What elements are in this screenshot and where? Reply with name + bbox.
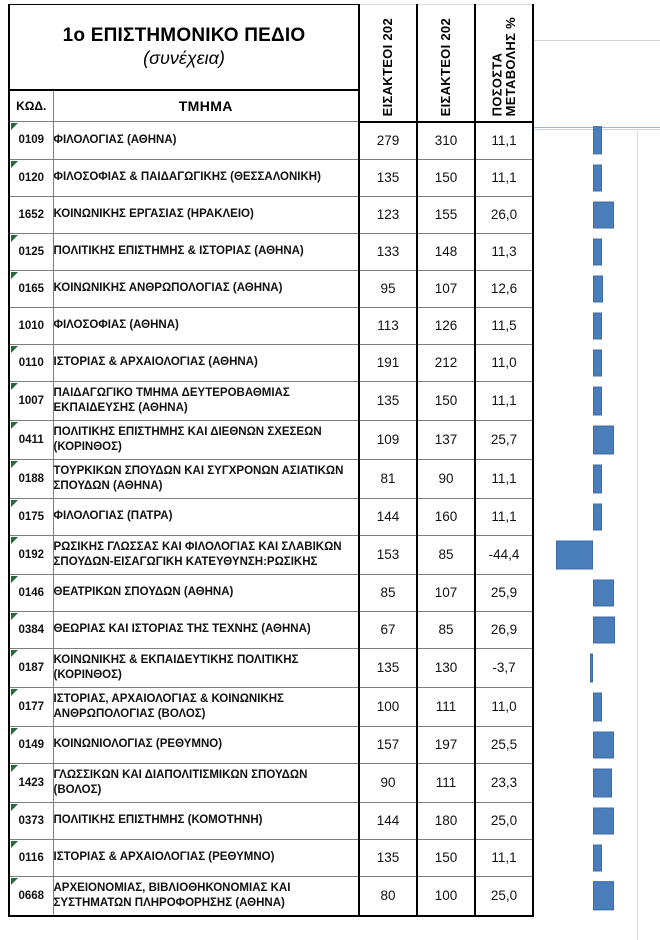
cell-percent-change[interactable]: 25,5 [475, 726, 533, 763]
chart-bar-row [532, 535, 660, 574]
cell-year2-value[interactable]: 150 [417, 839, 475, 876]
error-flag-icon [11, 613, 18, 620]
cell-percent-change[interactable]: 11,5 [475, 307, 533, 344]
cell-year1-value[interactable]: 81 [359, 459, 417, 498]
cell-year2-value[interactable]: 111 [417, 763, 475, 802]
table-row[interactable] [9, 687, 533, 726]
cell-year2-value[interactable]: 85 [417, 611, 475, 648]
cell-code[interactable] [9, 802, 53, 839]
cell-year1-value[interactable]: 135 [359, 381, 417, 420]
cell-code[interactable] [9, 763, 53, 802]
column-header-percent-change-label: ΠΟΣΟΣΤΑ ΜΕΤΑΒΟΛΗΣ % [489, 17, 518, 117]
column-header-year2 [417, 5, 475, 122]
chart-bar[interactable] [593, 881, 614, 911]
cell-department[interactable]: ΠΟΛΙΤΙΚΗΣ ΕΠΙΣΤΗΜΗΣ & ΙΣΤΟΡΙΑΣ (ΑΘΗΝΑ) [53, 233, 359, 270]
cell-code[interactable] [9, 687, 53, 726]
cell-year1-value[interactable]: 67 [359, 611, 417, 648]
cell-year2-value[interactable]: 212 [417, 344, 475, 381]
cell-department[interactable]: ΚΟΙΝΩΝΙΚΗΣ ΕΡΓΑΣΙΑΣ (ΗΡΑΚΛΕΙΟ) [53, 196, 359, 233]
cell-department[interactable]: ΘΕΑΤΡΙΚΩΝ ΣΠΟΥΔΩΝ (ΑΘΗΝΑ) [53, 574, 359, 611]
error-flag-icon [11, 878, 18, 885]
chart-bar-row [532, 839, 660, 876]
cell-year1-value[interactable]: 123 [359, 196, 417, 233]
chart-bar-row [532, 763, 660, 802]
cell-year1-value[interactable]: 85 [359, 574, 417, 611]
cell-year2-value[interactable]: 137 [417, 420, 475, 459]
chart-bar-series [532, 130, 660, 940]
cell-percent-change[interactable]: 25,0 [475, 802, 533, 839]
cell-percent-change[interactable]: 11,0 [475, 687, 533, 726]
cell-code[interactable] [9, 648, 53, 687]
chart-top-divider [532, 40, 660, 41]
cell-year2-value[interactable]: 111 [417, 687, 475, 726]
cell-code[interactable] [9, 420, 53, 459]
cell-department[interactable]: ΦΙΛΟΛΟΓΙΑΣ (ΠΑΤΡΑ) [53, 498, 359, 535]
table-row[interactable] [9, 876, 533, 916]
cell-percent-change[interactable]: 11,1 [475, 498, 533, 535]
table-row[interactable] [9, 535, 533, 574]
cell-code-label: 1007 [18, 394, 45, 407]
cell-percent-change[interactable]: 11,1 [475, 159, 533, 196]
column-header-year2-label: ΕΙΣΑΚΤΕΟΙ 202 [438, 18, 454, 117]
chart-bar[interactable] [593, 768, 612, 797]
chart-bar-row [532, 726, 660, 763]
cell-percent-change[interactable]: 25,0 [475, 876, 533, 916]
error-flag-icon [11, 346, 18, 353]
cell-percent-change[interactable]: 11,3 [475, 233, 533, 270]
cell-code[interactable] [9, 159, 53, 196]
cell-code-label: 0175 [18, 510, 45, 523]
cell-code-label: 1652 [18, 208, 45, 221]
cell-code-label: 0373 [18, 814, 45, 827]
table-title-row [9, 5, 533, 91]
cell-code-label: 0188 [18, 472, 45, 485]
cell-percent-change[interactable]: -44,4 [475, 535, 533, 574]
chart-bar[interactable] [593, 127, 602, 155]
error-flag-icon [11, 537, 18, 544]
cell-year2-value[interactable]: 180 [417, 802, 475, 839]
cell-code-label: 0411 [18, 433, 44, 446]
chart-bar-row [532, 381, 660, 420]
cell-department[interactable]: ΡΩΣΙΚΗΣ ΓΛΩΣΣΑΣ ΚΑΙ ΦΙΛΟΛΟΓΙΑΣ ΚΑΙ ΣΛΑΒΙΚΩΝ ΣΠΟΥΔΩΝ-ΕΙΣΑΓΩΓΙΚΗ ΚΑΤΕΥΘΥΝΣΗ:ΡΩΣΙΚΗΣ [53, 535, 359, 574]
table-row[interactable] [9, 344, 533, 381]
chart-bar[interactable] [593, 503, 602, 530]
error-flag-icon [11, 841, 18, 848]
cell-year1-value[interactable]: 144 [359, 498, 417, 535]
cell-code[interactable] [9, 535, 53, 574]
cell-department[interactable]: ΠΑΙΔΑΓΩΓΙΚΟ ΤΜΗΜΑ ΔΕΥΤΕΡΟΒΑΘΜΙΑΣ ΕΚΠΑΙΔΕΥΣΗΣ (ΑΘΗΝΑ) [53, 381, 359, 420]
chart-bar-row [532, 344, 660, 381]
cell-year2-value[interactable]: 197 [417, 726, 475, 763]
cell-year2-value[interactable]: 107 [417, 270, 475, 307]
chart-bar[interactable] [593, 349, 602, 376]
error-flag-icon [11, 461, 18, 468]
chart-bar-row [532, 687, 660, 726]
table-row[interactable] [9, 763, 533, 802]
column-header-year1 [359, 5, 417, 122]
chart-bar-row [532, 611, 660, 648]
error-flag-icon [11, 500, 18, 507]
cell-percent-change[interactable]: 26,9 [475, 611, 533, 648]
admissions-table [8, 4, 534, 917]
percent-change-bar-chart [532, 0, 660, 940]
column-header-year1-label: ΕΙΣΑΚΤΕΟΙ 202 [380, 18, 396, 117]
cell-code[interactable] [9, 726, 53, 763]
chart-bar[interactable] [593, 164, 602, 191]
cell-department[interactable]: ΤΟΥΡΚΙΚΩΝ ΣΠΟΥΔΩΝ ΚΑΙ ΣΥΓΧΡΟΝΩΝ ΑΣΙΑΤΙΚΩΝ ΣΠΟΥΔΩΝ (ΑΘΗΝΑ) [53, 459, 359, 498]
cell-department[interactable]: ΙΣΤΟΡΙΑΣ & ΑΡΧΑΙΟΛΟΓΙΑΣ (ΡΕΘΥΜΝΟ) [53, 839, 359, 876]
cell-year1-value[interactable]: 157 [359, 726, 417, 763]
cell-code-label: 0187 [18, 661, 45, 674]
error-flag-icon [11, 272, 18, 279]
cell-code-label: 0192 [18, 548, 45, 561]
cell-year2-value[interactable]: 310 [417, 122, 475, 160]
page-subtitle: (συνέχεια) [143, 47, 225, 68]
chart-bar[interactable] [593, 386, 602, 415]
chart-bar-row [532, 233, 660, 270]
table-row[interactable] [9, 648, 533, 687]
cell-year1-value[interactable]: 279 [359, 122, 417, 160]
error-flag-icon [11, 804, 18, 811]
cell-department[interactable]: ΙΣΤΟΡΙΑΣ & ΑΡΧΑΙΟΛΟΓΙΑΣ (ΑΘΗΝΑ) [53, 344, 359, 381]
table-row[interactable] [9, 233, 533, 270]
column-header-department: ΤΜΗΜΑ [53, 90, 359, 122]
error-flag-icon [11, 123, 18, 130]
table-row[interactable] [9, 159, 533, 196]
chart-bar-row [532, 459, 660, 498]
chart-bar[interactable] [593, 807, 614, 834]
chart-bar[interactable] [556, 540, 593, 569]
cell-department[interactable]: ΚΟΙΝΩΝΙΚΗΣ ΑΝΘΡΩΠΟΛΟΓΙΑΣ (ΑΘΗΝΑ) [53, 270, 359, 307]
table-row[interactable] [9, 498, 533, 535]
cell-department[interactable]: ΦΙΛΟΣΟΦΙΑΣ (ΑΘΗΝΑ) [53, 307, 359, 344]
cell-code[interactable] [9, 574, 53, 611]
cell-department[interactable]: ΘΕΩΡΙΑΣ ΚΑΙ ΙΣΤΟΡΙΑΣ ΤΗΣ ΤΕΧΝΗΣ (ΑΘΗΝΑ) [53, 611, 359, 648]
cell-year2-value[interactable]: 150 [417, 381, 475, 420]
cell-year2-value[interactable]: 90 [417, 459, 475, 498]
cell-department[interactable]: ΑΡΧΕΙΟΝΟΜΙΑΣ, ΒΙΒΛΙΟΘΗΚΟΝΟΜΙΑΣ ΚΑΙ ΣΥΣΤΗΜΑΤΩΝ ΠΛΗΡΟΦΟΡΗΣΗΣ (ΑΘΗΝΑ) [53, 876, 359, 916]
cell-code-label: 0177 [18, 700, 45, 713]
error-flag-icon [11, 383, 18, 390]
table-row[interactable] [9, 574, 533, 611]
chart-bar[interactable] [593, 731, 614, 758]
cell-year1-value[interactable]: 109 [359, 420, 417, 459]
chart-bar-row [532, 420, 660, 459]
cell-year2-value[interactable]: 85 [417, 535, 475, 574]
cell-year1-value[interactable]: 191 [359, 344, 417, 381]
cell-code-label: 1010 [18, 319, 45, 332]
cell-percent-change[interactable]: 12,6 [475, 270, 533, 307]
cell-year1-value[interactable]: 133 [359, 233, 417, 270]
error-flag-icon [11, 728, 18, 735]
chart-bar[interactable] [593, 844, 602, 871]
data-table-container [8, 4, 532, 917]
cell-year2-value[interactable]: 107 [417, 574, 475, 611]
table-row[interactable] [9, 381, 533, 420]
cell-year1-value[interactable]: 100 [359, 687, 417, 726]
cell-code-label: 0109 [18, 134, 45, 147]
cell-percent-change[interactable]: 25,9 [475, 574, 533, 611]
chart-bar-row [532, 270, 660, 307]
cell-department[interactable]: ΚΟΙΝΩΝΙΟΛΟΓΙΑΣ (ΡΕΘΥΜΝΟ) [53, 726, 359, 763]
chart-bar[interactable] [593, 201, 614, 228]
cell-department[interactable]: ΚΟΙΝΩΝΙΚΗΣ & ΕΚΠΑΙΔΕΥΤΙΚΗΣ ΠΟΛΙΤΙΚΗΣ (ΚΟΡΙΝΘΟΣ) [53, 648, 359, 687]
cell-code-label: 0120 [18, 171, 45, 184]
chart-bar-row [532, 648, 660, 687]
cell-code[interactable] [9, 196, 53, 233]
error-flag-icon [11, 765, 18, 772]
cell-percent-change[interactable]: 11,1 [475, 839, 533, 876]
chart-bar[interactable] [593, 579, 614, 606]
cell-code-label: 0165 [18, 282, 45, 295]
table-title-cell [9, 5, 359, 91]
cell-year1-value[interactable]: 135 [359, 159, 417, 196]
cell-percent-change[interactable]: -3,7 [475, 648, 533, 687]
chart-bar[interactable] [590, 653, 593, 682]
cell-code[interactable] [9, 839, 53, 876]
cell-year2-value[interactable]: 130 [417, 648, 475, 687]
cell-year1-value[interactable]: 80 [359, 876, 417, 916]
cell-year2-value[interactable]: 160 [417, 498, 475, 535]
cell-code[interactable] [9, 459, 53, 498]
chart-bar[interactable] [593, 312, 602, 339]
cell-code[interactable] [9, 233, 53, 270]
cell-code-label: 0125 [18, 245, 45, 258]
cell-code[interactable] [9, 270, 53, 307]
table-row[interactable] [9, 839, 533, 876]
chart-bar-row [532, 196, 660, 233]
cell-year1-value[interactable]: 113 [359, 307, 417, 344]
cell-year1-value[interactable]: 135 [359, 648, 417, 687]
cell-year1-value[interactable]: 153 [359, 535, 417, 574]
cell-year1-value[interactable]: 144 [359, 802, 417, 839]
table-row[interactable] [9, 611, 533, 648]
chart-bar-row [532, 498, 660, 535]
cell-percent-change[interactable]: 11,1 [475, 122, 533, 160]
table-row[interactable] [9, 307, 533, 344]
cell-year2-value[interactable]: 126 [417, 307, 475, 344]
column-header-percent-change [475, 5, 533, 122]
cell-percent-change[interactable]: 11,1 [475, 459, 533, 498]
error-flag-icon [11, 650, 18, 657]
cell-department[interactable]: ΦΙΛΟΛΟΓΙΑΣ (ΑΘΗΝΑ) [53, 122, 359, 160]
chart-bar-row [532, 802, 660, 839]
cell-year1-value[interactable]: 95 [359, 270, 417, 307]
cell-code[interactable] [9, 611, 53, 648]
cell-code-label: 0668 [18, 889, 45, 902]
cell-year2-value[interactable]: 150 [417, 159, 475, 196]
cell-code-label: 0384 [18, 623, 45, 636]
error-flag-icon [11, 235, 18, 242]
cell-department[interactable]: ΙΣΤΟΡΙΑΣ, ΑΡΧΑΙΟΛΟΓΙΑΣ & ΚΟΙΝΩΝΙΚΗΣ ΑΝΘΡΩΠΟΛΟΓΙΑΣ (ΒΟΛΟΣ) [53, 687, 359, 726]
chart-bar[interactable] [593, 616, 615, 643]
cell-department[interactable]: ΓΛΩΣΣΙΚΩΝ ΚΑΙ ΔΙΑΠΟΛΙΤΙΣΜΙΚΩΝ ΣΠΟΥΔΩΝ (ΒΟΛΟΣ) [53, 763, 359, 802]
cell-percent-change[interactable]: 26,0 [475, 196, 533, 233]
cell-department[interactable]: ΠΟΛΙΤΙΚΗΣ ΕΠΙΣΤΗΜΗΣ ΚΑΙ ΔΙΕΘΝΩΝ ΣΧΕΣΕΩΝ (ΚΟΡΙΝΘΟΣ) [53, 420, 359, 459]
table-row[interactable] [9, 726, 533, 763]
cell-code-label: 1423 [18, 776, 45, 789]
cell-year1-value[interactable]: 135 [359, 839, 417, 876]
table-row[interactable] [9, 420, 533, 459]
page-title: 1ο ΕΠΙΣΤΗΜΟΝΙΚΟ ΠΕΔΙΟ [62, 24, 306, 46]
cell-code-label: 0110 [18, 356, 44, 369]
cell-year2-value[interactable]: 100 [417, 876, 475, 916]
table-row[interactable] [9, 270, 533, 307]
chart-bar[interactable] [593, 692, 602, 721]
cell-code[interactable] [9, 876, 53, 916]
chart-bar-row [532, 159, 660, 196]
cell-percent-change[interactable]: 25,7 [475, 420, 533, 459]
table-row[interactable] [9, 459, 533, 498]
error-flag-icon [11, 576, 18, 583]
cell-code[interactable] [9, 307, 53, 344]
chart-bar-row [532, 307, 660, 344]
cell-year1-value[interactable]: 90 [359, 763, 417, 802]
cell-department[interactable]: ΦΙΛΟΣΟΦΙΑΣ & ΠΑΙΔΑΓΩΓΙΚΗΣ (ΘΕΣΣΑΛΟΝΙΚΗ) [53, 159, 359, 196]
cell-code[interactable] [9, 498, 53, 535]
cell-code-label: 0149 [18, 738, 45, 751]
table-row[interactable] [9, 196, 533, 233]
chart-bar-row [532, 574, 660, 611]
cell-code[interactable] [9, 381, 53, 420]
error-flag-icon [11, 161, 18, 168]
chart-bar-row [532, 122, 660, 160]
column-header-code: ΚΩΔ. [9, 90, 53, 122]
cell-percent-change[interactable]: 23,3 [475, 763, 533, 802]
error-flag-icon [11, 422, 18, 429]
error-flag-icon [11, 689, 18, 696]
cell-percent-change[interactable]: 11,1 [475, 381, 533, 420]
cell-code[interactable] [9, 122, 53, 160]
cell-year2-value[interactable]: 148 [417, 233, 475, 270]
table-body [9, 122, 533, 916]
table-row[interactable] [9, 802, 533, 839]
cell-code-label: 0146 [18, 586, 45, 599]
table-row[interactable] [9, 122, 533, 160]
chart-bar[interactable] [593, 464, 602, 493]
cell-year2-value[interactable]: 155 [417, 196, 475, 233]
chart-bar[interactable] [593, 425, 614, 454]
chart-bar[interactable] [593, 238, 602, 265]
cell-department[interactable]: ΠΟΛΙΤΙΚΗΣ ΕΠΙΣΤΗΜΗΣ (ΚΟΜΟΤΗΝΗ) [53, 802, 359, 839]
chart-bar[interactable] [593, 275, 603, 302]
cell-code[interactable] [9, 344, 53, 381]
cell-percent-change[interactable]: 11,0 [475, 344, 533, 381]
chart-bar-row [532, 876, 660, 916]
cell-code-label: 0116 [18, 851, 44, 864]
